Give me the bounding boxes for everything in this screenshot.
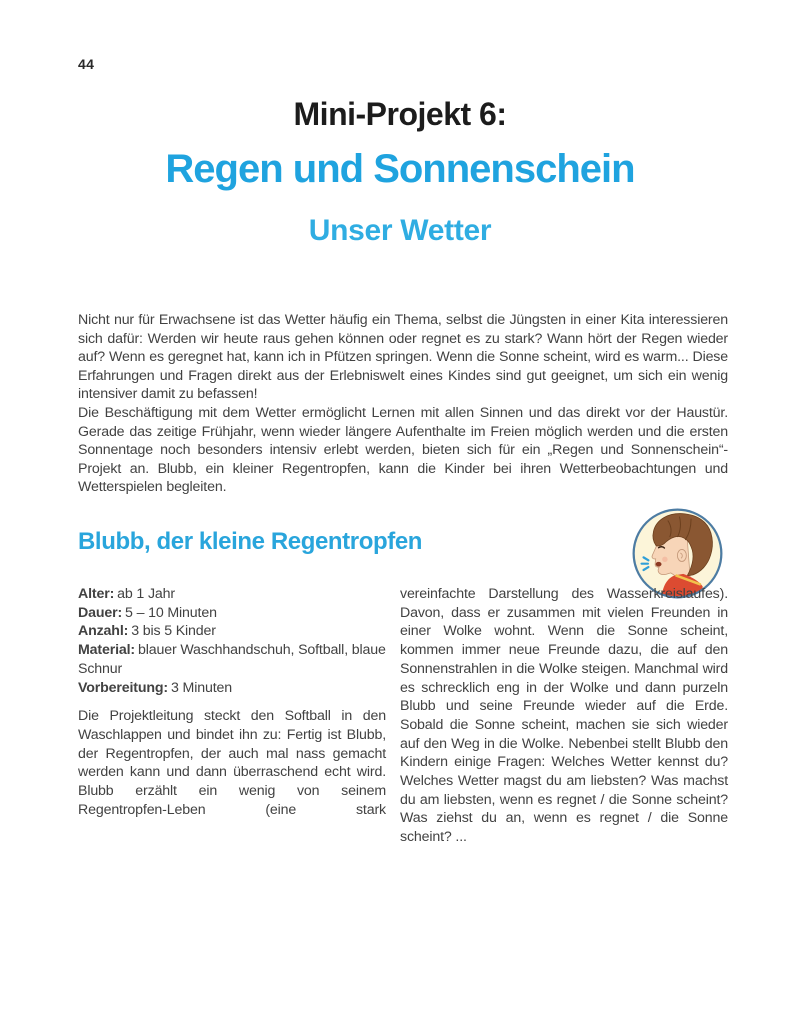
fact-value: 5 – 10 Minuten bbox=[125, 604, 217, 621]
left-column bbox=[78, 585, 386, 847]
intro-paragraph-1: Nicht nur für Erwachsene ist das Wetter häufig ein Thema, selbst die Jüngsten in einer Kita interessieren sich dafür: Werden wir heute raus gehen können oder regnet es zu stark? Wann hört der Regen wieder auf? Wenn es geregnet hat, kann ich in Pfützen springen. Wenn die Sonne scheint, wird es warm... Diese Erfahrungen und Fragen direkt aus der Erlebniswelt eines Kindes sind gut geeignet, um sich ein wenig intensiver damit zu befassen! bbox=[78, 312, 728, 403]
right-column bbox=[400, 585, 728, 847]
project-facts bbox=[78, 585, 386, 697]
fact-value: ab 1 Jahr bbox=[117, 586, 175, 602]
page-title: Regen und Sonnenschein bbox=[165, 147, 635, 191]
fact-label: Material: bbox=[78, 642, 135, 659]
fact-row bbox=[78, 585, 386, 604]
fact-value: 3 Minuten bbox=[171, 679, 232, 696]
title-block bbox=[0, 96, 800, 248]
fact-row bbox=[78, 641, 386, 678]
fact-row bbox=[78, 622, 386, 641]
fact-label: Alter: bbox=[78, 586, 115, 602]
two-column-body bbox=[78, 585, 728, 847]
project-kicker: Mini-Projekt 6: bbox=[293, 96, 507, 132]
fact-label: Dauer: bbox=[78, 604, 123, 621]
page-subtitle: Unser Wetter bbox=[308, 214, 492, 247]
intro-paragraph-2: Die Beschäftigung mit dem Wetter ermöglicht Lernen mit allen Sinnen und das direkt vor der Haustür. Gerade das zeitige Frühjahr, wenn wieder längere Aufenthalte im Freien möglich werden und die ersten Sonnentage noch besonders intensiv erlebt werden, bieten sich für ein „Regen und Sonnenschein“-Projekt an. Blubb, ein kleiner Regentropfen, kann die Kinder bei ihren Wetterbeobachtungen und Wetterspielen begleiten. bbox=[78, 404, 728, 496]
fact-value: 3 bis 5 Kinder bbox=[131, 623, 216, 640]
intro-text bbox=[78, 311, 728, 497]
fact-row bbox=[78, 604, 386, 623]
fact-row bbox=[78, 679, 386, 698]
section-heading: Blubb, der kleine Regentropfen bbox=[78, 528, 423, 555]
boy-ear bbox=[677, 549, 686, 561]
fact-label: Vorbereitung: bbox=[78, 679, 169, 696]
right-column-paragraph: vereinfachte Darstellung des Wasserkreislaufes). Davon, dass er zusammen mit vielen Freunden in einer Wolke wohnt. Wenn die Sonne scheint, kommen immer neue Freunde dazu, die auf den Sonnenstrahlen in die Wolke steigen. Manchmal wird es schrecklich eng in der Wolke und dann purzeln Blubb und seine Freunde wieder auf die Erde. Sobald die Sonne scheint, machen sie sich wieder auf den Weg in die Wolke. Nebenbei stellt Blubb den Kindern einige Fragen: Welches Wetter kennst du? Welches Wetter magst du am liebsten? Was machst du am liebsten, wenn es regnet / die Sonne scheint? Was ziehst du an, wenn es regnet / die Sonne scheint? ... bbox=[400, 586, 728, 846]
left-column-paragraph: Die Projektleitung steckt den Softball in den Waschlappen und bindet ihn zu: Fertig ist Blubb, der Regentropfen, der auch mal nass gemacht werden kann und dann überraschend echt wird. Blubb erzählt ein wenig von seinem Regentropfen-Leben (eine stark bbox=[78, 708, 386, 818]
fact-label: Anzahl: bbox=[78, 623, 129, 640]
fact-value: blauer Waschhandschuh, Softball, blaue Schnur bbox=[78, 642, 386, 677]
page-number: 44 bbox=[78, 56, 95, 72]
